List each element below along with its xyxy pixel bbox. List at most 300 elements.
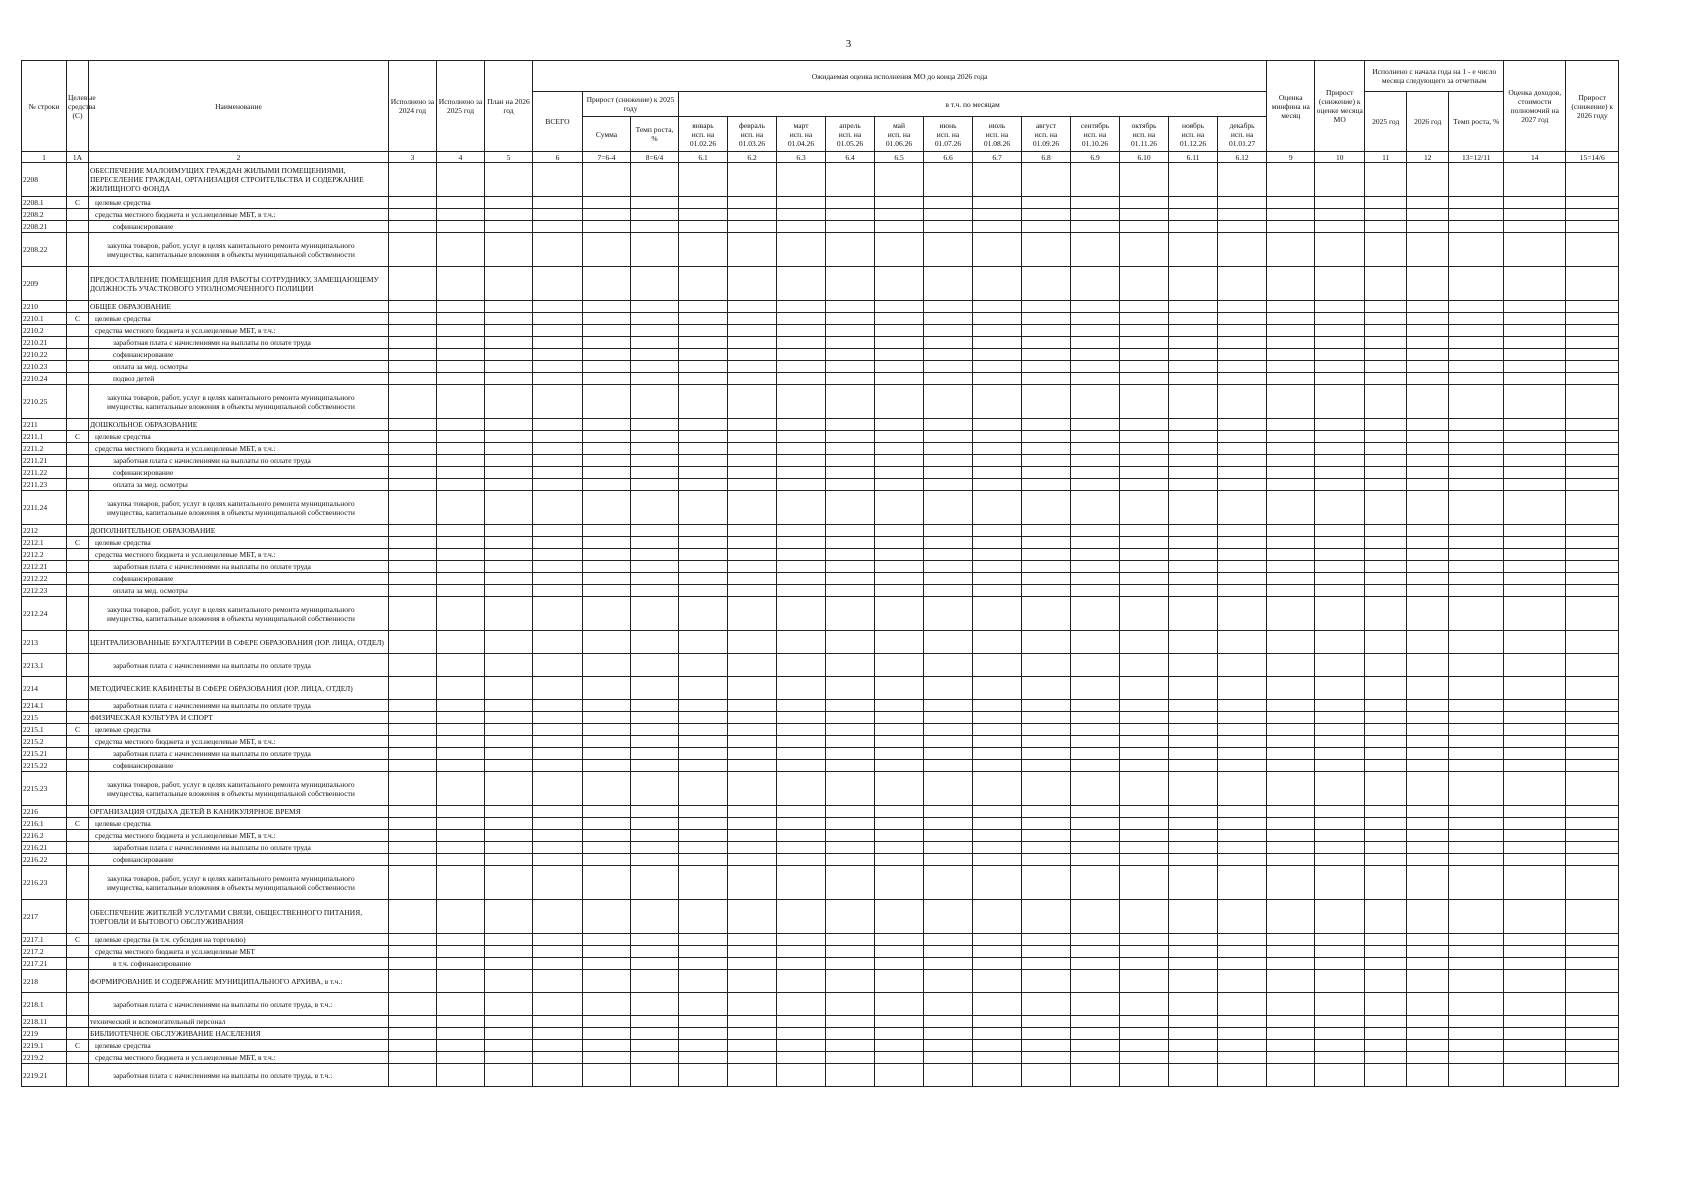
value-cell bbox=[583, 1016, 631, 1028]
row-number: 2211.1 bbox=[22, 431, 67, 443]
value-cell bbox=[1504, 537, 1566, 549]
header-month-date: 01.10.26 bbox=[1081, 138, 1109, 148]
value-cell bbox=[533, 573, 583, 585]
value-cell bbox=[533, 631, 583, 654]
value-cell bbox=[1218, 842, 1267, 854]
value-cell bbox=[1365, 385, 1407, 419]
value-cell bbox=[1022, 301, 1071, 313]
value-cell bbox=[924, 537, 973, 549]
value-cell bbox=[924, 700, 973, 712]
row-number: 2211.21 bbox=[22, 455, 67, 467]
target-flag: С bbox=[67, 818, 89, 830]
value-cell bbox=[1169, 585, 1218, 597]
value-cell bbox=[631, 866, 679, 900]
value-cell bbox=[826, 431, 875, 443]
value-cell bbox=[533, 724, 583, 736]
value-cell bbox=[1267, 934, 1315, 946]
value-cell bbox=[679, 772, 728, 806]
header-month bbox=[728, 117, 777, 152]
value-cell bbox=[728, 221, 777, 233]
header-month bbox=[1071, 117, 1120, 152]
value-cell bbox=[728, 772, 777, 806]
value-cell bbox=[973, 419, 1022, 431]
value-cell bbox=[679, 431, 728, 443]
value-cell bbox=[777, 491, 826, 525]
value-cell bbox=[679, 373, 728, 385]
value-cell bbox=[826, 1016, 875, 1028]
value-cell bbox=[389, 597, 437, 631]
row-name: ДОПОЛНИТЕЛЬНОЕ ОБРАЗОВАНИЕ bbox=[89, 525, 389, 537]
value-cell bbox=[485, 313, 533, 325]
value-cell bbox=[1449, 700, 1504, 712]
value-cell bbox=[1315, 537, 1365, 549]
value-cell bbox=[679, 830, 728, 842]
target-flag bbox=[67, 958, 89, 970]
value-cell bbox=[973, 491, 1022, 525]
value-cell bbox=[1566, 431, 1619, 443]
value-cell bbox=[1504, 736, 1566, 748]
value-cell bbox=[485, 900, 533, 934]
value-cell bbox=[728, 431, 777, 443]
value-cell bbox=[631, 677, 679, 700]
value-cell bbox=[826, 525, 875, 537]
value-cell bbox=[437, 549, 485, 561]
value-cell bbox=[1218, 818, 1267, 830]
value-cell bbox=[1504, 233, 1566, 267]
value-cell bbox=[583, 455, 631, 467]
target-flag bbox=[67, 830, 89, 842]
value-cell bbox=[1504, 1028, 1566, 1040]
value-cell bbox=[1022, 900, 1071, 934]
value-cell bbox=[631, 712, 679, 724]
target-flag bbox=[67, 700, 89, 712]
value-cell bbox=[1169, 970, 1218, 993]
value-cell bbox=[583, 325, 631, 337]
value-cell bbox=[1566, 854, 1619, 866]
value-cell bbox=[583, 1028, 631, 1040]
value-cell bbox=[728, 700, 777, 712]
value-cell bbox=[1120, 491, 1169, 525]
value-cell bbox=[1071, 419, 1120, 431]
value-cell bbox=[973, 549, 1022, 561]
value-cell bbox=[1218, 419, 1267, 431]
value-cell bbox=[437, 479, 485, 491]
row-number: 2215.2 bbox=[22, 736, 67, 748]
value-cell bbox=[631, 561, 679, 573]
row-name: средства местного бюджета и усл.нецелевые МБТ, в т.ч.: bbox=[89, 830, 389, 842]
value-cell bbox=[533, 842, 583, 854]
value-cell bbox=[1022, 585, 1071, 597]
value-cell bbox=[679, 724, 728, 736]
row-name: закупка товаров, работ, услуг в целях капитального ремонта муниципального имущества, капитальные вложения в объекты муниципальной собственности bbox=[89, 385, 389, 419]
value-cell bbox=[1365, 677, 1407, 700]
value-cell bbox=[679, 1064, 728, 1087]
value-cell bbox=[777, 561, 826, 573]
value-cell bbox=[924, 866, 973, 900]
value-cell bbox=[728, 573, 777, 585]
value-cell bbox=[631, 313, 679, 325]
value-cell bbox=[533, 467, 583, 479]
target-flag bbox=[67, 349, 89, 361]
value-cell bbox=[1315, 866, 1365, 900]
value-cell bbox=[679, 301, 728, 313]
value-cell bbox=[924, 431, 973, 443]
value-cell bbox=[1071, 1040, 1120, 1052]
value-cell bbox=[1504, 549, 1566, 561]
value-cell bbox=[973, 866, 1022, 900]
value-cell bbox=[1071, 549, 1120, 561]
target-flag bbox=[67, 385, 89, 419]
value-cell bbox=[1504, 654, 1566, 677]
value-cell bbox=[485, 349, 533, 361]
value-cell bbox=[1407, 537, 1449, 549]
value-cell bbox=[924, 934, 973, 946]
value-cell bbox=[1169, 760, 1218, 772]
value-cell bbox=[1169, 561, 1218, 573]
row-name: софинансирование bbox=[89, 221, 389, 233]
value-cell bbox=[1120, 946, 1169, 958]
value-cell bbox=[1315, 818, 1365, 830]
value-cell bbox=[485, 1028, 533, 1040]
target-flag bbox=[67, 772, 89, 806]
target-flag: С bbox=[67, 934, 89, 946]
value-cell bbox=[1218, 221, 1267, 233]
header-rate-2: Темп роста, % bbox=[1449, 92, 1504, 152]
value-cell bbox=[1504, 866, 1566, 900]
value-cell bbox=[1120, 1028, 1169, 1040]
value-cell bbox=[437, 455, 485, 467]
value-cell bbox=[826, 866, 875, 900]
value-cell bbox=[826, 818, 875, 830]
row-name: ОБЕСПЕЧЕНИЕ ЖИТЕЛЕЙ УСЛУГАМИ СВЯЗИ, ОБЩЕСТВЕННОГО ПИТАНИЯ, ТОРГОВЛИ И БЫТОВОГО ОБСЛУЖИВАНИЯ bbox=[89, 900, 389, 934]
value-cell bbox=[1022, 163, 1071, 197]
value-cell bbox=[1120, 700, 1169, 712]
value-cell bbox=[924, 946, 973, 958]
value-cell bbox=[826, 736, 875, 748]
value-cell bbox=[1169, 1040, 1218, 1052]
table-row bbox=[22, 1064, 1619, 1087]
table-row bbox=[22, 830, 1619, 842]
row-number: 2210.2 bbox=[22, 325, 67, 337]
value-cell bbox=[777, 233, 826, 267]
value-cell bbox=[533, 209, 583, 221]
value-cell bbox=[1566, 313, 1619, 325]
value-cell bbox=[875, 467, 924, 479]
value-cell bbox=[924, 806, 973, 818]
value-cell bbox=[826, 712, 875, 724]
value-cell bbox=[631, 818, 679, 830]
value-cell bbox=[1449, 677, 1504, 700]
value-cell bbox=[1218, 163, 1267, 197]
value-cell bbox=[1407, 736, 1449, 748]
table-row bbox=[22, 900, 1619, 934]
target-flag bbox=[67, 1016, 89, 1028]
value-cell bbox=[826, 585, 875, 597]
table-row bbox=[22, 467, 1619, 479]
value-cell bbox=[1566, 993, 1619, 1016]
row-name: целевые средства bbox=[89, 313, 389, 325]
value-cell bbox=[777, 677, 826, 700]
value-cell bbox=[1365, 549, 1407, 561]
target-flag: С bbox=[67, 537, 89, 549]
value-cell bbox=[1267, 1052, 1315, 1064]
value-cell bbox=[631, 233, 679, 267]
value-cell bbox=[1365, 712, 1407, 724]
row-name: софинансирование bbox=[89, 467, 389, 479]
value-cell bbox=[1120, 197, 1169, 209]
column-index: 6.2 bbox=[728, 152, 777, 163]
value-cell bbox=[437, 313, 485, 325]
value-cell bbox=[583, 221, 631, 233]
value-cell bbox=[924, 549, 973, 561]
value-cell bbox=[924, 197, 973, 209]
column-index: 3 bbox=[389, 152, 437, 163]
row-number: 2212.1 bbox=[22, 537, 67, 549]
value-cell bbox=[437, 373, 485, 385]
value-cell bbox=[1267, 700, 1315, 712]
value-cell bbox=[1566, 818, 1619, 830]
value-cell bbox=[1022, 631, 1071, 654]
value-cell bbox=[1267, 806, 1315, 818]
value-cell bbox=[1120, 958, 1169, 970]
row-number: 2218 bbox=[22, 970, 67, 993]
row-name: ОРГАНИЗАЦИЯ ОТДЫХА ДЕТЕЙ В КАНИКУЛЯРНОЕ ВРЕМЯ bbox=[89, 806, 389, 818]
value-cell bbox=[1071, 361, 1120, 373]
target-flag bbox=[67, 163, 89, 197]
value-cell bbox=[1449, 772, 1504, 806]
value-cell bbox=[533, 993, 583, 1016]
value-cell bbox=[1022, 479, 1071, 491]
value-cell bbox=[924, 993, 973, 1016]
value-cell bbox=[437, 958, 485, 970]
value-cell bbox=[1449, 337, 1504, 349]
value-cell bbox=[1407, 1028, 1449, 1040]
row-name: закупка товаров, работ, услуг в целях капитального ремонта муниципального имущества, капитальные вложения в объекты муниципальной собственности bbox=[89, 491, 389, 525]
value-cell bbox=[631, 325, 679, 337]
value-cell bbox=[1407, 419, 1449, 431]
target-flag bbox=[67, 654, 89, 677]
row-name: средства местного бюджета и усл.нецелевые МБТ, в т.ч.: bbox=[89, 443, 389, 455]
value-cell bbox=[1365, 654, 1407, 677]
value-cell bbox=[437, 900, 485, 934]
value-cell bbox=[679, 1052, 728, 1064]
value-cell bbox=[1169, 233, 1218, 267]
header-est-2027: Оценка доходов, стоимости полномочий на 2027 год bbox=[1504, 61, 1566, 152]
value-cell bbox=[924, 970, 973, 993]
value-cell bbox=[437, 946, 485, 958]
value-cell bbox=[1169, 946, 1218, 958]
column-index: 6.10 bbox=[1120, 152, 1169, 163]
value-cell bbox=[631, 525, 679, 537]
value-cell bbox=[533, 313, 583, 325]
value-cell bbox=[924, 349, 973, 361]
value-cell bbox=[777, 772, 826, 806]
value-cell bbox=[1407, 361, 1449, 373]
target-flag bbox=[67, 419, 89, 431]
value-cell bbox=[1566, 958, 1619, 970]
value-cell bbox=[875, 337, 924, 349]
value-cell bbox=[533, 1064, 583, 1087]
row-number: 2212.23 bbox=[22, 585, 67, 597]
target-flag bbox=[67, 970, 89, 993]
value-cell bbox=[1504, 842, 1566, 854]
value-cell bbox=[1022, 1064, 1071, 1087]
value-cell bbox=[1365, 842, 1407, 854]
value-cell bbox=[1267, 349, 1315, 361]
header-month bbox=[777, 117, 826, 152]
value-cell bbox=[1566, 597, 1619, 631]
value-cell bbox=[1315, 233, 1365, 267]
value-cell bbox=[1504, 772, 1566, 806]
value-cell bbox=[679, 313, 728, 325]
target-flag bbox=[67, 221, 89, 233]
value-cell bbox=[1169, 325, 1218, 337]
value-cell bbox=[679, 1028, 728, 1040]
table-row bbox=[22, 385, 1619, 419]
value-cell bbox=[437, 385, 485, 419]
value-cell bbox=[533, 654, 583, 677]
row-number: 2216.22 bbox=[22, 854, 67, 866]
value-cell bbox=[826, 455, 875, 467]
value-cell bbox=[1169, 736, 1218, 748]
value-cell bbox=[1504, 631, 1566, 654]
value-cell bbox=[1566, 806, 1619, 818]
value-cell bbox=[1407, 349, 1449, 361]
value-cell bbox=[1071, 163, 1120, 197]
value-cell bbox=[437, 525, 485, 537]
value-cell bbox=[1315, 772, 1365, 806]
value-cell bbox=[826, 337, 875, 349]
value-cell bbox=[1071, 736, 1120, 748]
value-cell bbox=[533, 866, 583, 900]
value-cell bbox=[1407, 866, 1449, 900]
value-cell bbox=[1315, 1064, 1365, 1087]
value-cell bbox=[679, 549, 728, 561]
value-cell bbox=[533, 479, 583, 491]
value-cell bbox=[1449, 958, 1504, 970]
header-exec-2024: Исполнено за 2024 год bbox=[389, 61, 437, 152]
value-cell bbox=[1566, 946, 1619, 958]
value-cell bbox=[1566, 736, 1619, 748]
value-cell bbox=[1407, 934, 1449, 946]
value-cell bbox=[924, 958, 973, 970]
row-name: софинансирование bbox=[89, 573, 389, 585]
value-cell bbox=[389, 993, 437, 1016]
value-cell bbox=[389, 419, 437, 431]
value-cell bbox=[583, 712, 631, 724]
value-cell bbox=[1449, 233, 1504, 267]
value-cell bbox=[826, 209, 875, 221]
value-cell bbox=[437, 806, 485, 818]
value-cell bbox=[389, 1064, 437, 1087]
value-cell bbox=[973, 712, 1022, 724]
value-cell bbox=[1449, 724, 1504, 736]
row-name: ДОШКОЛЬНОЕ ОБРАЗОВАНИЕ bbox=[89, 419, 389, 431]
value-cell bbox=[1120, 233, 1169, 267]
header-rownum: № строки bbox=[22, 61, 67, 152]
header-plan-2026: План на 2026 год bbox=[485, 61, 533, 152]
value-cell bbox=[1365, 1028, 1407, 1040]
value-cell bbox=[1267, 385, 1315, 419]
value-cell bbox=[728, 654, 777, 677]
value-cell bbox=[1169, 431, 1218, 443]
target-flag: С bbox=[67, 1040, 89, 1052]
value-cell bbox=[1120, 677, 1169, 700]
header-month-name: апрель bbox=[839, 120, 861, 130]
value-cell bbox=[1407, 443, 1449, 455]
value-cell bbox=[973, 970, 1022, 993]
value-cell bbox=[924, 525, 973, 537]
value-cell bbox=[679, 163, 728, 197]
value-cell bbox=[1071, 866, 1120, 900]
value-cell bbox=[583, 866, 631, 900]
value-cell bbox=[924, 267, 973, 301]
header-expected-group: Ожидаемая оценка исполнения МО до конца 2026 года bbox=[533, 61, 1267, 92]
value-cell bbox=[631, 197, 679, 209]
value-cell bbox=[875, 325, 924, 337]
value-cell bbox=[924, 479, 973, 491]
value-cell bbox=[777, 1064, 826, 1087]
value-cell bbox=[1365, 301, 1407, 313]
value-cell bbox=[728, 325, 777, 337]
value-cell bbox=[1504, 1040, 1566, 1052]
value-cell bbox=[1315, 654, 1365, 677]
value-cell bbox=[679, 455, 728, 467]
column-index: 14 bbox=[1504, 152, 1566, 163]
value-cell bbox=[1022, 491, 1071, 525]
value-cell bbox=[1120, 479, 1169, 491]
value-cell bbox=[389, 385, 437, 419]
value-cell bbox=[583, 163, 631, 197]
value-cell bbox=[1267, 654, 1315, 677]
value-cell bbox=[875, 361, 924, 373]
value-cell bbox=[679, 443, 728, 455]
row-name: ОБЩЕЕ ОБРАЗОВАНИЕ bbox=[89, 301, 389, 313]
value-cell bbox=[631, 221, 679, 233]
value-cell bbox=[389, 337, 437, 349]
value-cell bbox=[1120, 301, 1169, 313]
value-cell bbox=[1449, 993, 1504, 1016]
value-cell bbox=[485, 163, 533, 197]
value-cell bbox=[1407, 585, 1449, 597]
value-cell bbox=[924, 724, 973, 736]
header-month-date: 01.12.26 bbox=[1179, 138, 1207, 148]
value-cell bbox=[389, 1040, 437, 1052]
value-cell bbox=[631, 209, 679, 221]
row-number: 2211 bbox=[22, 419, 67, 431]
value-cell bbox=[437, 301, 485, 313]
value-cell bbox=[728, 748, 777, 760]
value-cell bbox=[777, 700, 826, 712]
row-number: 2208.21 bbox=[22, 221, 67, 233]
value-cell bbox=[1267, 712, 1315, 724]
value-cell bbox=[777, 455, 826, 467]
page-number: 3 bbox=[845, 38, 852, 50]
value-cell bbox=[1566, 900, 1619, 934]
column-index: 8=6/4 bbox=[631, 152, 679, 163]
value-cell bbox=[631, 419, 679, 431]
row-number: 2218.11 bbox=[22, 1016, 67, 1028]
row-name: закупка товаров, работ, услуг в целях капитального ремонта муниципального имущества, капитальные вложения в объекты муниципальной собственности bbox=[89, 866, 389, 900]
header-month-date: 01.08.26 bbox=[983, 138, 1011, 148]
value-cell bbox=[777, 537, 826, 549]
value-cell bbox=[389, 712, 437, 724]
value-cell bbox=[1315, 325, 1365, 337]
row-name: ПРЕДОСТАВЛЕНИЕ ПОМЕЩЕНИЯ ДЛЯ РАБОТЫ СОТРУДНИКУ, ЗАМЕЩАЮЩЕМУ ДОЛЖНОСТЬ УЧАСТКОВОГО УПОЛНОМОЧЕННОГО ПОЛИЦИИ bbox=[89, 267, 389, 301]
value-cell bbox=[485, 1052, 533, 1064]
header-month-name: январь bbox=[692, 120, 714, 130]
value-cell bbox=[1504, 221, 1566, 233]
